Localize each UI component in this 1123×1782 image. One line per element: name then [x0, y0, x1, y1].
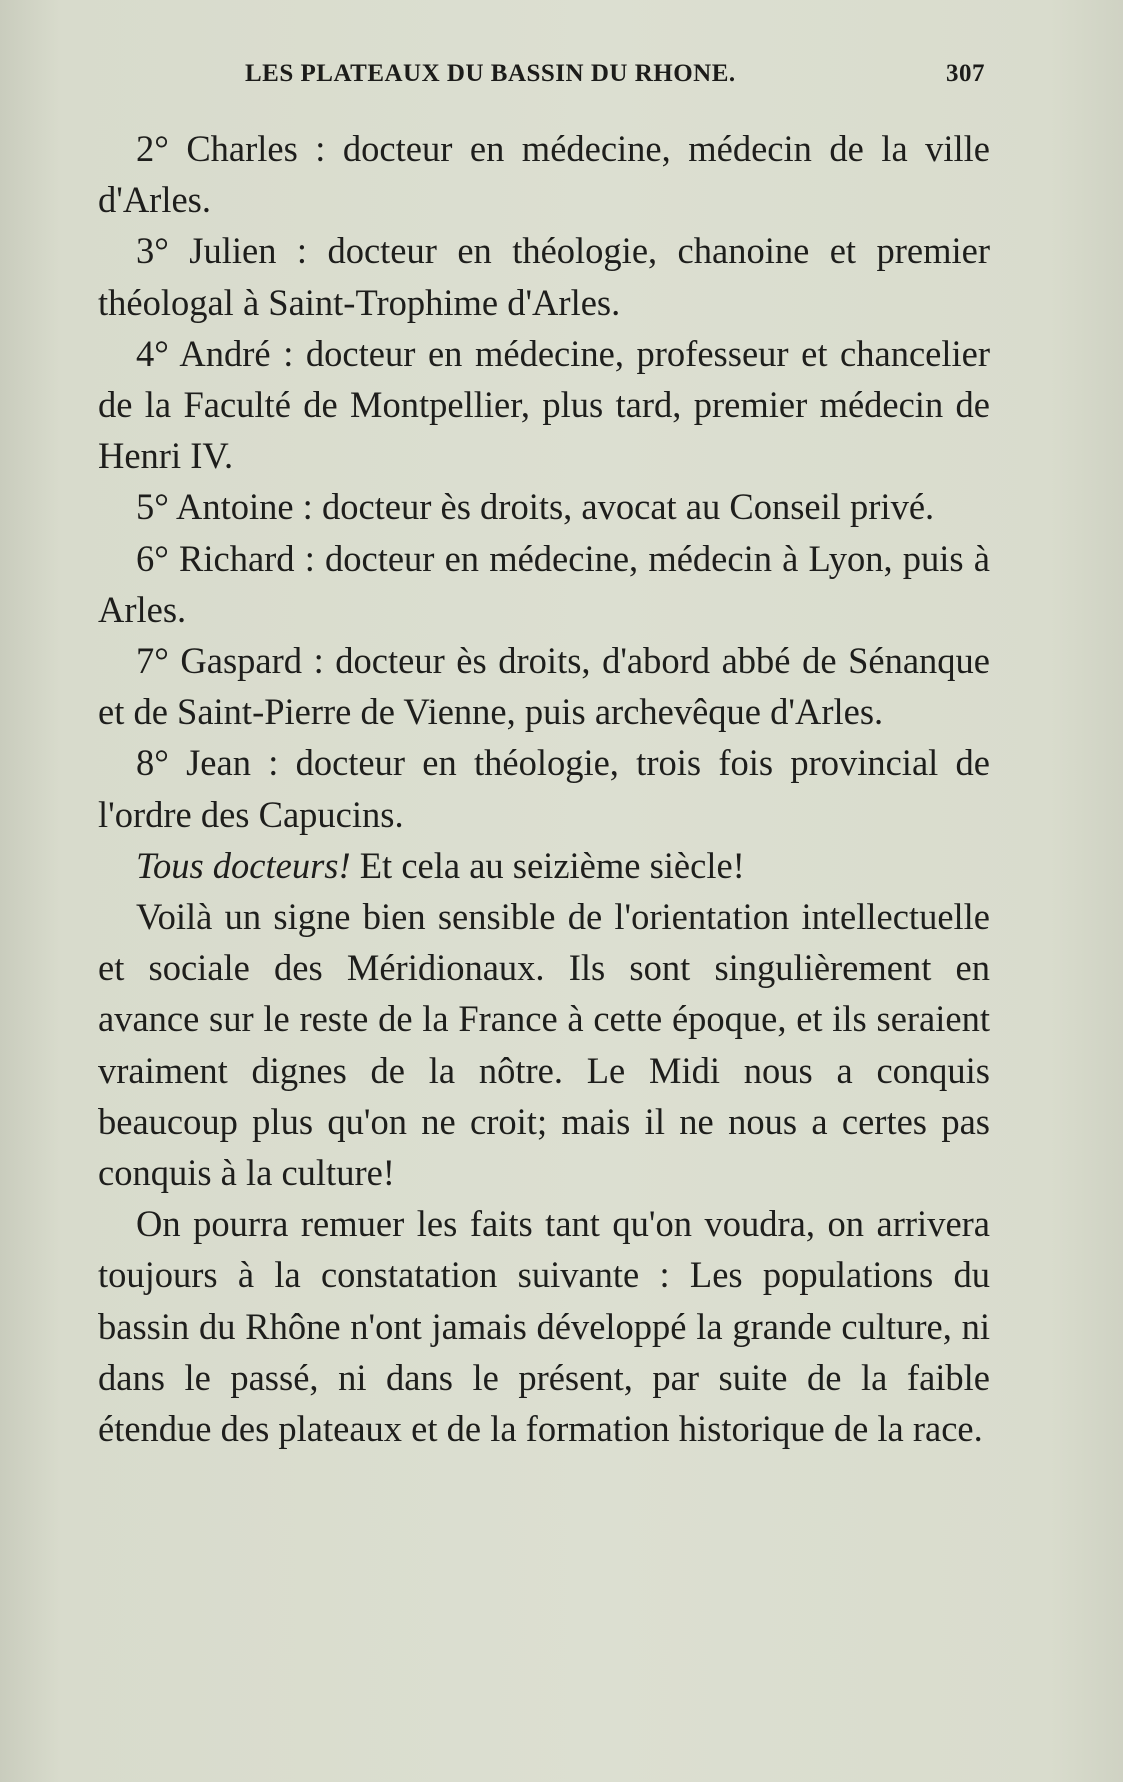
paragraph-item-5: 5° Antoine : docteur ès droits, avocat au Conseil privé. [136, 486, 935, 528]
page-number: 307 [946, 60, 985, 87]
paragraph-item-7: 7° Gaspard : docteur ès droits, d'abord abbé de Sénanque et de Saint-Pierre de Vienne, puis archevêque d'Arles. [98, 640, 990, 733]
exclamation-text: Et cela au seizième siècle! [350, 844, 745, 886]
paragraph-item-2: 2° Charles : docteur en médecine, médecin de la ville d'Arles. [98, 128, 990, 221]
body-text [98, 123, 990, 1454]
paragraph-exclamation [98, 840, 990, 891]
paragraph-commentary: Voilà un signe bien sensible de l'orientation intellectuelle et sociale des Méridionaux. Ils sont singulièrement en avance sur le reste de la France à cette époque, et ils seraient vraiment dignes de la nôtre. Le Midi nous a conquis beaucoup plus qu'on ne croit; mais il ne nous a certes pas conquis à la culture! [98, 896, 990, 1194]
running-header [245, 60, 985, 100]
paragraph-item-6: 6° Richard : docteur en médecine, médecin à Lyon, puis à Arles. [98, 537, 990, 630]
paragraph-conclusion: On pourra remuer les faits tant qu'on voudra, on arrivera toujours à la constatation suivante : Les populations du bassin du Rhône n'ont jamais développé la grande culture, ni dans le passé, ni dans le présent, par suite de la faible étendue des plateaux et de la formation historique de la race. [98, 1203, 990, 1450]
paragraph-item-3: 3° Julien : docteur en théologie, chanoine et premier théologal à Saint-Trophime d'Arles. [98, 230, 990, 323]
paragraph-item-8: 8° Jean : docteur en théologie, trois fois provincial de l'ordre des Capucins. [98, 742, 990, 835]
paragraph-item-4: 4° André : docteur en médecine, professeur et chancelier de la Faculté de Montpellier, plus tard, premier médecin de Henri IV. [98, 332, 990, 477]
running-title: LES PLATEAUX DU BASSIN DU RHONE. [245, 60, 736, 87]
italic-phrase: Tous docteurs! [136, 844, 351, 886]
